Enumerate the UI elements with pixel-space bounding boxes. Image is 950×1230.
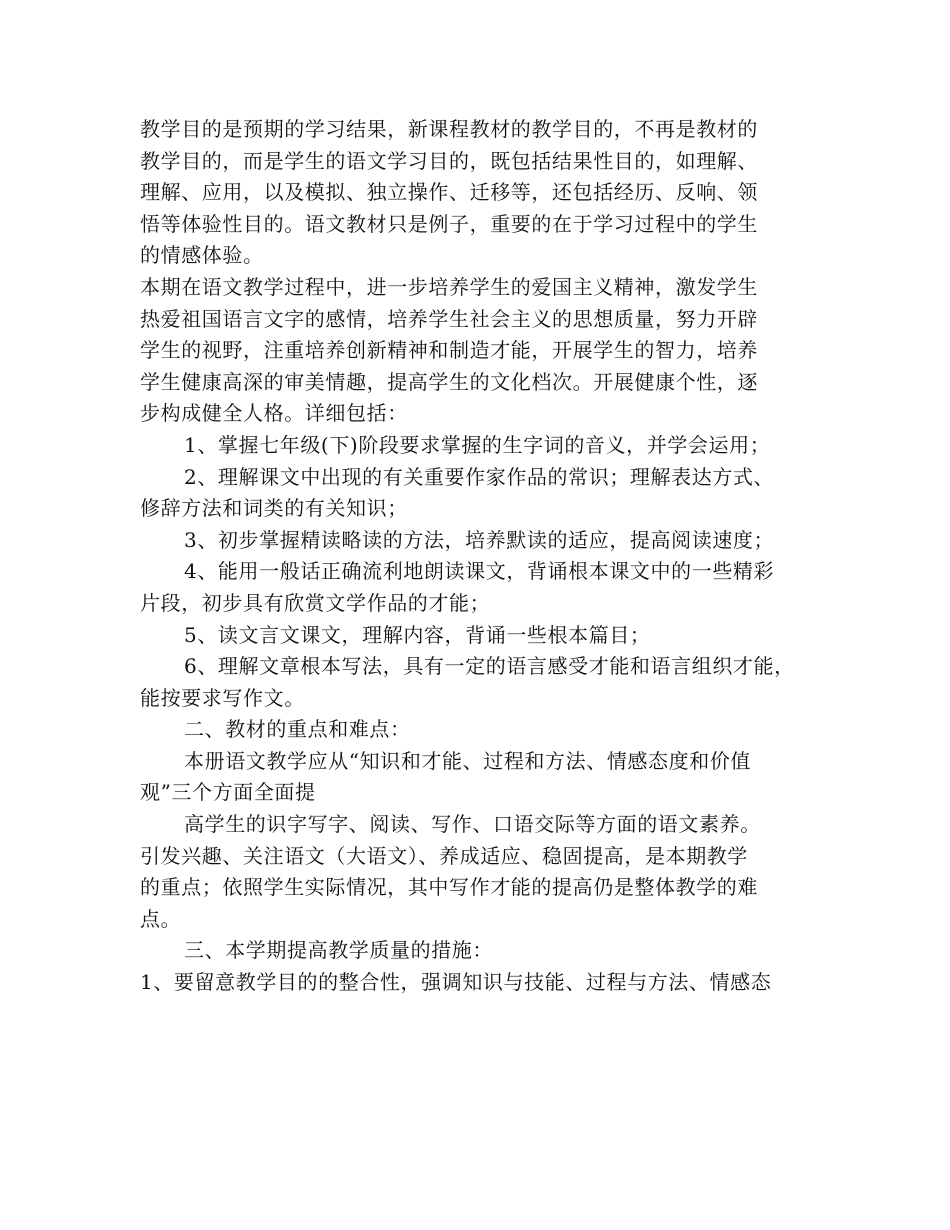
list-item: 4、能用一般话正确流利地朗读课文，背诵根本课文中的一些精彩 xyxy=(184,559,775,584)
text-line: 1、要留意教学目的的整合性，强调知识与技能、过程与方法、情感态 xyxy=(140,970,772,995)
text-line: 步构成健全人格。详细包括： xyxy=(140,401,408,426)
list-item: 3、初步掌握精读略读的方法，培养默读的适应，提高阅读速度； xyxy=(184,527,775,552)
list-item: 5、读文言文课文，理解内容，背诵一些根本篇目； xyxy=(184,622,651,647)
text-line: 高学生的识字写字、阅读、写作、口语交际等方面的语文素养。 xyxy=(184,812,761,837)
text-line: 修辞方法和词类的有关知识； xyxy=(140,496,408,521)
text-line: 教学目的是预期的学习结果，新课程教材的教学目的，不再是教材的 xyxy=(140,117,758,141)
text-line: 点。 xyxy=(140,906,182,931)
section-heading: 二、教材的重点和难点： xyxy=(184,717,411,742)
document-body xyxy=(140,114,805,999)
section-heading: 三、本学期提高教学质量的措施： xyxy=(184,938,493,963)
text-line: 能按要求写作文。 xyxy=(140,685,305,710)
text-line: 教学目的，而是学生的语文学习目的，既包括结果性目的，如理解、 xyxy=(140,148,758,173)
text-line: 本册语文教学应从“知识和才能、过程和方法、情感态度和价值 xyxy=(184,748,752,773)
text-line: 学生健康高深的审美情趣，提高学生的文化档次。开展健康个性，逐 xyxy=(140,369,758,394)
list-item: 6、理解文章根本写法，具有一定的语言感受才能和语言组织才能， xyxy=(184,654,795,679)
text-line: 本期在语文教学过程中，进一步培养学生的爱国主义精神，激发学生 xyxy=(140,274,758,299)
text-line: 的情感体验。 xyxy=(140,243,264,268)
list-item: 2、理解课文中出现的有关重要作家作品的常识；理解表达方式、 xyxy=(184,464,775,489)
text-line: 片段，初步具有欣赏文学作品的才能； xyxy=(140,590,491,615)
text-line: 悟等体验性目的。语文教材只是例子，重要的在于学习过程中的学生 xyxy=(140,211,758,236)
text-line: 的重点；依照学生实际情况，其中写作才能的提高仍是整体教学的难 xyxy=(140,875,758,900)
text-line: 引发兴趣、关注语文（大语文）、养成适应、稳固提高，是本期教学 xyxy=(140,843,748,868)
text-line: 观”三个方面全面提 xyxy=(140,780,316,805)
text-line: 理解、应用，以及模拟、独立操作、迁移等，还包括经历、反响、领 xyxy=(140,180,758,205)
list-item: 1、掌握七年级(下)阶段要求掌握的生字词的音义，并学会运用； xyxy=(184,432,771,457)
text-line: 热爱祖国语言文字的感情，培养学生社会主义的思想质量，努力开辟 xyxy=(140,306,758,331)
text-line: 学生的视野，注重培养创新精神和制造才能，开展学生的智力，培养 xyxy=(140,338,758,363)
